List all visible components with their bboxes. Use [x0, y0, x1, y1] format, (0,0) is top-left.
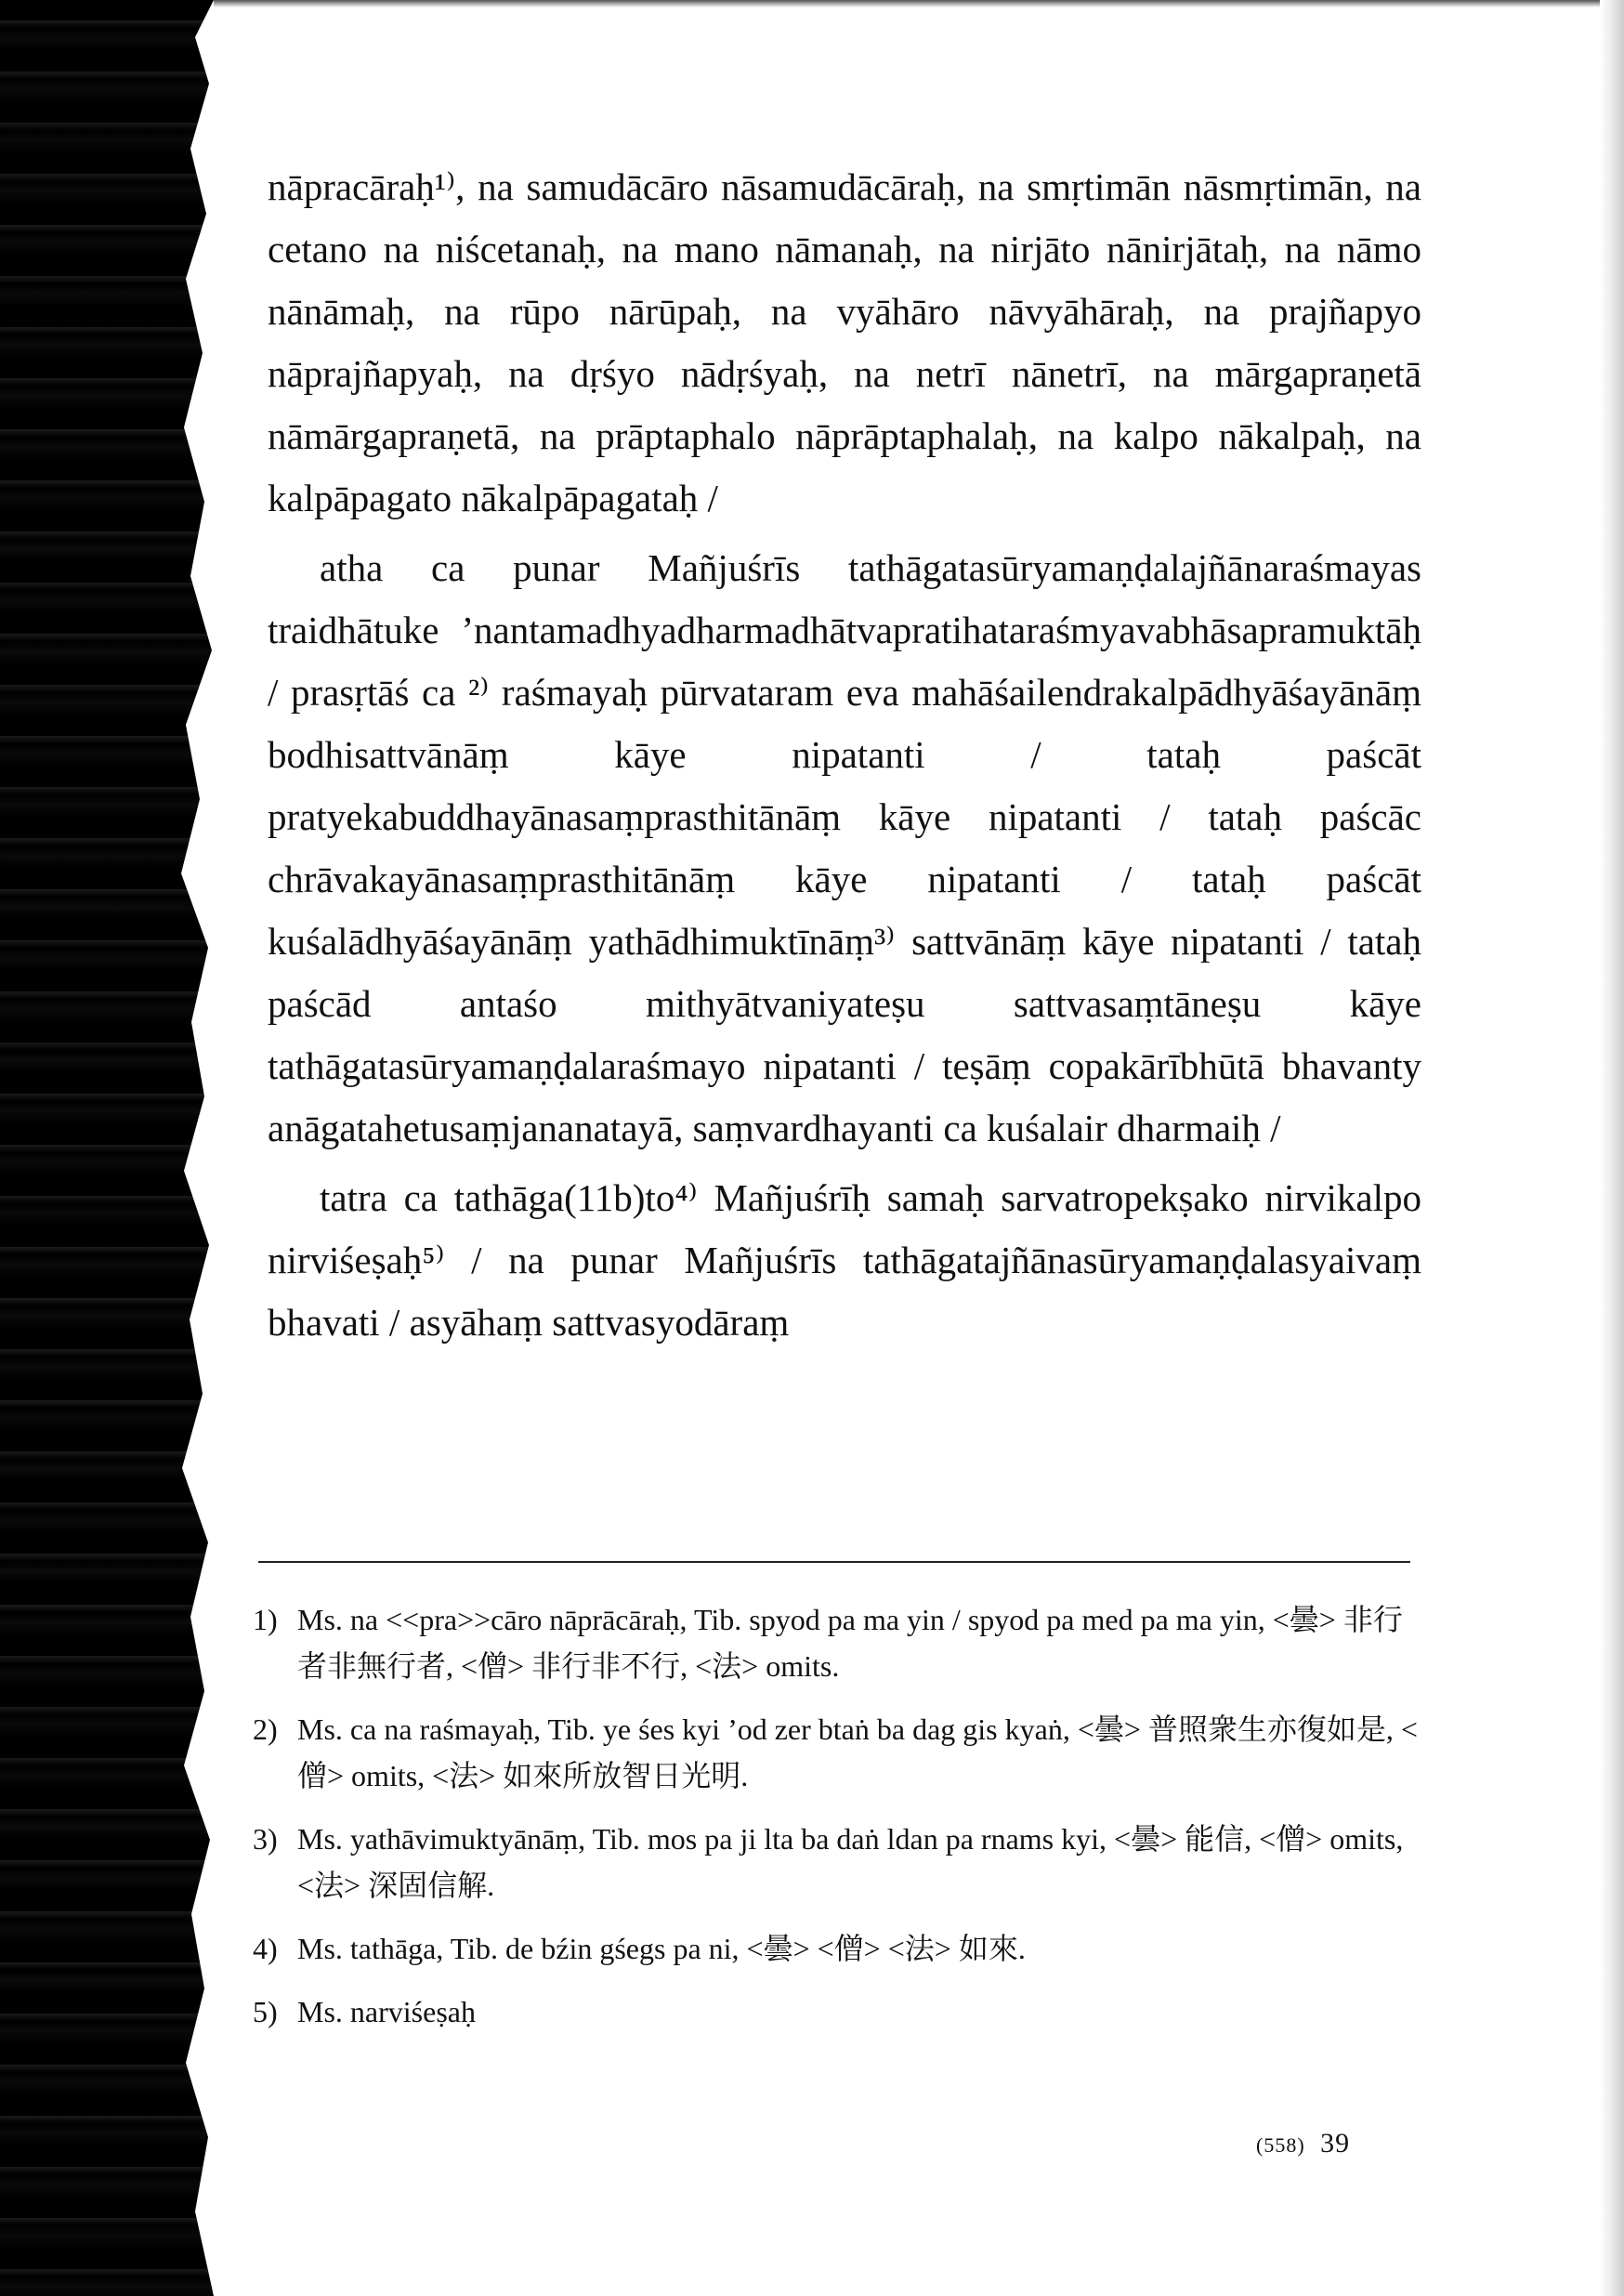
footnote-5: 5) Ms. narviśeṣaḥ — [253, 1995, 476, 2028]
page-number-original: (558) — [1256, 2133, 1305, 2157]
footnote-2: 2) Ms. ca na raśmayaḥ, Tib. ye śes kyi ’od zer btaṅ ba dag gis kyaṅ, <曇> 普照衆生亦復如是, <僧> omits, <法> 如來所放智日光明. — [253, 1712, 1418, 1792]
footnote-3: 3) Ms. yathāvimuktyānāṃ, Tib. mos pa ji lta ba daṅ ldan pa rnams kyi, <曇> 能信, <僧> omits, <法> 深固信解. — [253, 1822, 1404, 1902]
page-top-edge — [214, 0, 1624, 7]
footnotes — [253, 1596, 1423, 2052]
paragraph-1: nāpracāraḥ¹⁾, na samudācāro nāsamudācāraḥ, na smṛtimān nāsmṛtimān, na cetano na niścetanaḥ, na mano nāmanaḥ, na nirjāto nānirjātaḥ, na nāmo nānāmaḥ, na rūpo nārūpaḥ, na vyāhāro nāvyāhāraḥ, na prajñapyo nāprajñapyaḥ, na dṛśyo nādṛśyaḥ, na netrī nānetrī, na mārgapraṇetā nāmārgapraṇetā, na prāptaphalo nāprāptaphalaḥ, na kalpo nākalpaḥ, na kalpāpagato nākalpāpagataḥ / — [268, 165, 1421, 519]
page-right-edge — [1600, 0, 1624, 2296]
page-number-current: 39 — [1320, 2128, 1351, 2158]
paragraph-3: tatra ca tathāga(11b)to⁴⁾ Mañjuśrīḥ samaḥ sarvatropekṣako nirvikalpo nirviśeṣaḥ⁵⁾ / na punar Mañjuśrīs tathāgatajñānasūryamaṇḍalasyaivaṃ bhavati / asyāhaṃ sattvasyodāraṃ — [268, 1176, 1421, 1344]
main-text — [268, 156, 1421, 1354]
footnote-4: 4) Ms. tathāga, Tib. de bźin gśegs pa ni, <曇> <僧> <法> 如來. — [253, 1932, 1026, 1965]
paragraph-2: atha ca punar Mañjuśrīs tathāgatasūryamaṇḍalajñānaraśmayas traidhātuke ’nantamadhyadharmadhātvapratihataraśmyavabhāsapramuktāḥ / prasṛtāś ca ²⁾ raśmayaḥ pūrvataram eva mahāśailendrakalpādhyāśayānāṃ bodhisattvānāṃ kāye nipatanti / tataḥ paścāt pratyekabuddhayānasaṃprasthitānāṃ kāye nipatanti / tataḥ paścāc chrāvakayānasaṃprasthitānāṃ kāye nipatanti / tataḥ paścāt kuśalādhyāśayānāṃ yathādhimuktīnāṃ³⁾ sattvānāṃ kāye nipatanti / tataḥ paścād antaśo mithyātvaniyateṣu sattvasaṃtāneṣu kāye tathāgatasūryamaṇḍalaraśmayo nipatanti / teṣāṃ copakārībhūtā bhavanty anāgatahetusaṃjananatayā, saṃvardhayanti ca kuśalair dharmaiḥ / — [268, 546, 1421, 1149]
footnote-rule — [258, 1561, 1410, 1563]
footnote-1: 1) Ms. na <<pra>>cāro nāprācāraḥ, Tib. spyod pa ma yin / spyod pa med pa ma yin, <曇> 非行者非無行者, <僧> 非行非不行, <法> omits. — [253, 1603, 1403, 1683]
scanned-binding-edge — [0, 0, 214, 2296]
page-number — [1256, 2128, 1350, 2159]
